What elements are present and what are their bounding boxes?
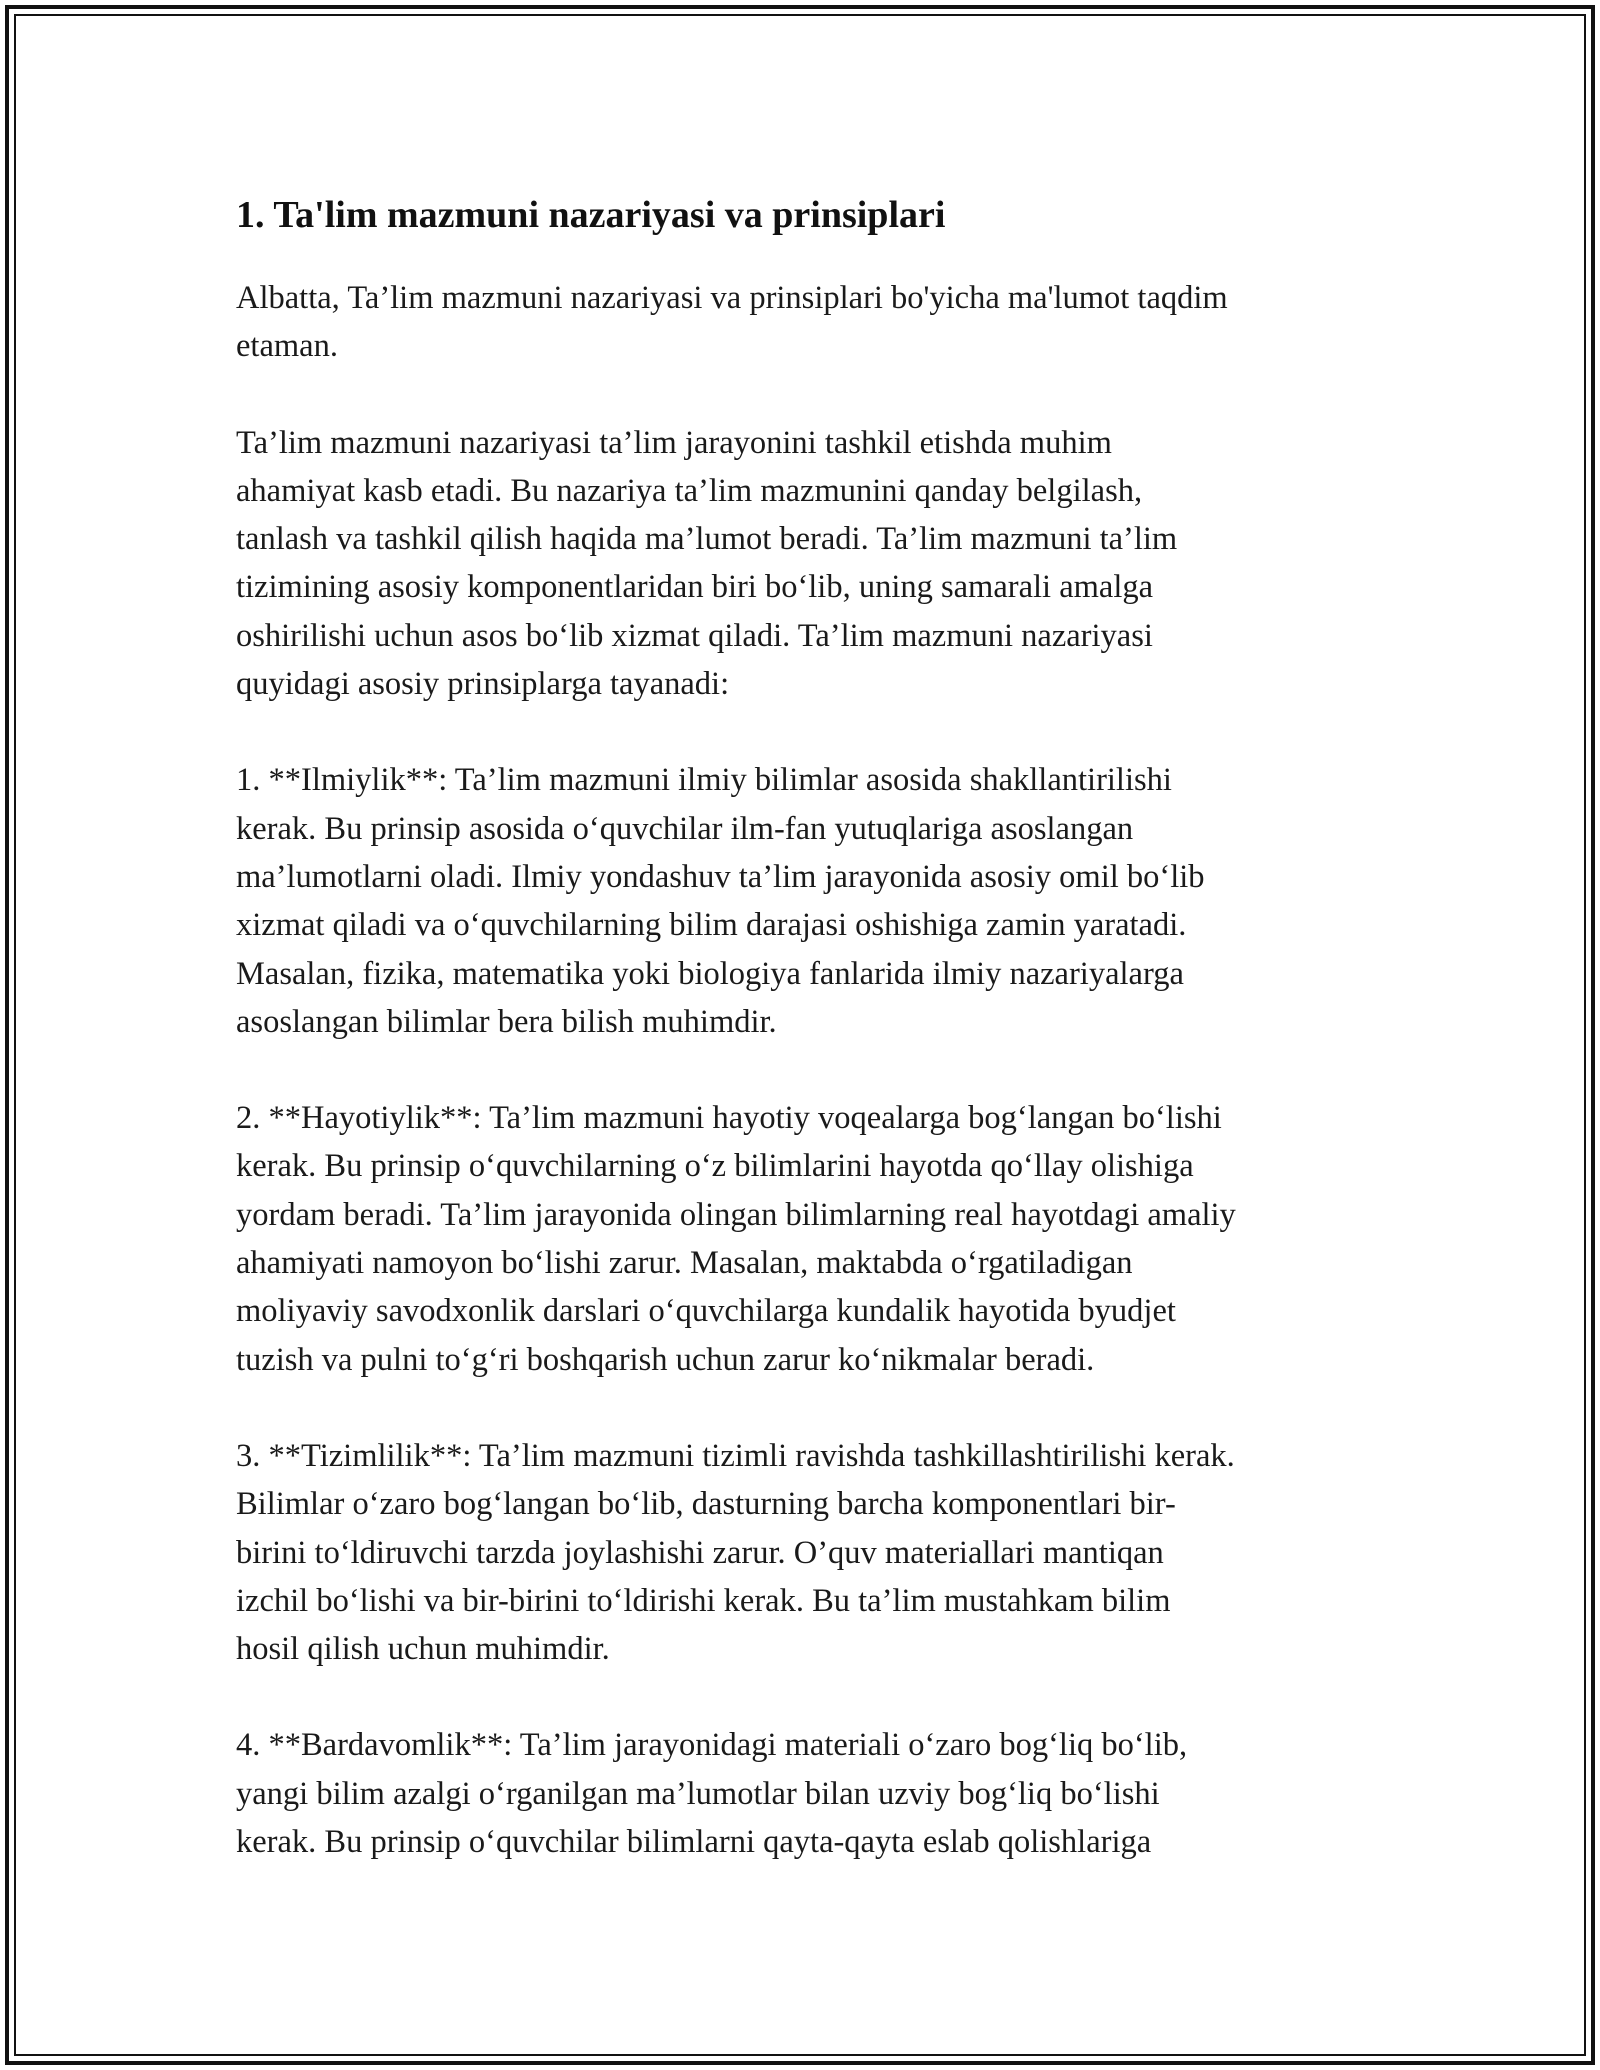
principle-bardavomlik-paragraph: 4. **Bardavomlik**: Ta’lim jarayonidagi materiali o‘zaro bog‘liq bo‘lib, yangi bilim azalgi o‘rganilgan ma’lumotlar bilan uzviy bog‘liq bo‘lishi kerak. Bu prinsip o‘quvchilar bilimlarni qayta-qayta eslab qolishlariga xyxy=(236,1727,1188,1861)
principle-hayotiylik-paragraph: 2. **Hayotiylik**: Ta’lim mazmuni hayotiy voqealarga bog‘langan bo‘lishi kerak. Bu prinsip o‘quvchilarning o‘z bilimlarini hayotda qo‘llay olishiga yordam beradi. Ta’lim jarayonida olingan bilimlarning real hayotdagi amaliy ahamiyati namoyon bo‘lishi zarur. Masalan, maktabda o‘rgatiladigan moliyaviy savodxonlik darslari o‘quvchilarga kundalik hayotida byudjet tuzish va pulni to‘g‘ri boshqarish uchun zarur ko‘nikmalar beradi. xyxy=(236,1100,1236,1378)
theory-paragraph: Ta’lim mazmuni nazariyasi ta’lim jarayonini tashkil etishda muhim ahamiyat kasb etadi. Bu nazariya ta’lim mazmunini qanday belgilash, tanlash va tashkil qilish haqida ma’lumot beradi. Ta’lim mazmuni ta’lim tizimining asosiy komponentlaridan biri bo‘lib, uning samarali amalga oshirilishi uchun asos bo‘lib xizmat qiladi. Ta’lim mazmuni nazariyasi quyidagi asosiy prinsiplarga tayanadi: xyxy=(236,424,1178,703)
intro-paragraph: Albatta, Ta’lim mazmuni nazariyasi va prinsiplari bo'yicha ma'lumot taqdim etaman. xyxy=(236,280,1228,365)
principle-tizimlilik-paragraph: 3. **Tizimlilik**: Ta’lim mazmuni tizimli ravishda tashkillashtirilishi kerak. Bilimlar o‘zaro bog‘langan bo‘lib, dasturning barcha komponentlari bir- birini to‘ldiruvchi tarzda joylashishi zarur. O’quv materiallari mantiqan izchil bo‘lishi va bir-birini to‘ldirishi kerak. Bu ta’lim mustahkam bilim hosil qilish uchun muhimdir. xyxy=(236,1437,1235,1668)
document-body xyxy=(236,184,1386,1914)
principle-ilmiylik-paragraph: 1. **Ilmiylik**: Ta’lim mazmuni ilmiy bilimlar asosida shakllantirilishi kerak. Bu prinsip asosida o‘quvchilar ilm-fan yutuqlariga asoslangan ma’lumotlarni oladi. Ilmiy yondashuv ta’lim jarayonida asosiy omil bo‘lib xizmat qiladi va o‘quvchilarning bilim darajasi oshishiga zamin yaratadi. Masalan, fizika, matematika yoki biologiya fanlarida ilmiy nazariyalarga asoslangan bilimlar bera bilish muhimdir. xyxy=(236,762,1205,1040)
section-heading: 1. Ta'lim mazmuni nazariyasi va prinsiplari xyxy=(236,194,946,236)
